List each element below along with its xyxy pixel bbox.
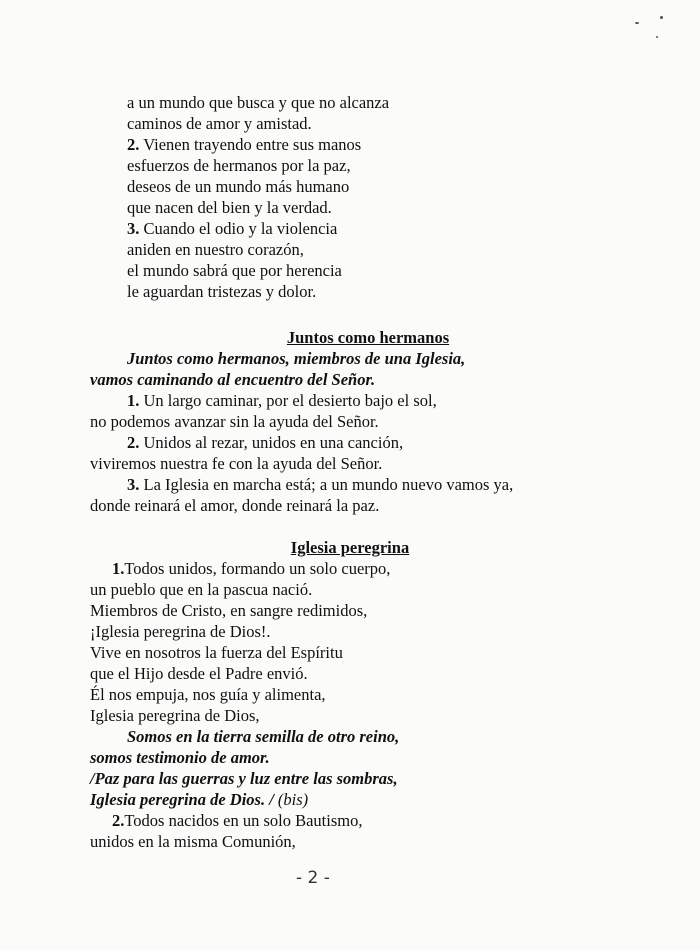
chorus-line: Iglesia peregrina de Dios. / (bis)	[90, 790, 309, 809]
verse-line: 1.Todos unidos, formando un solo cuerpo,	[112, 559, 391, 578]
verse-number: 2.	[112, 811, 125, 830]
verse-line: a un mundo que busca y que no alcanza	[127, 93, 390, 112]
verse-number: 1.	[127, 391, 140, 410]
verse-number: 3.	[127, 219, 140, 238]
verse-line: el mundo sabrá que por herencia	[127, 261, 342, 280]
chorus-line: somos testimonio de amor.	[90, 748, 270, 767]
verse-line: que nacen del bien y la verdad.	[127, 198, 332, 217]
verse-line: deseos de un mundo más humano	[127, 177, 350, 196]
chorus-line: Juntos como hermanos, miembros de una Iglesia,	[127, 349, 466, 368]
verse-line: viviremos nuestra fe con la ayuda del Señor.	[90, 454, 383, 473]
verse-line: le aguardan tristezas y dolor.	[127, 282, 317, 301]
verse-number: 3.	[127, 475, 140, 494]
verse-line: ¡Iglesia peregrina de Dios!.	[90, 622, 271, 641]
verse-line: 2. Vienen trayendo entre sus manos	[127, 135, 362, 154]
verse-line: 1. Un largo caminar, por el desierto bajo el sol,	[127, 391, 437, 410]
scan-speck	[660, 16, 663, 19]
verse-line: esfuerzos de hermanos por la paz,	[127, 156, 351, 175]
verse-line: Él nos empuja, nos guía y alimenta,	[90, 685, 326, 704]
verse-line: caminos de amor y amistad.	[127, 114, 312, 133]
verse-line: 3. La Iglesia en marcha está; a un mundo nuevo vamos ya,	[127, 475, 514, 494]
verse-line: Miembros de Cristo, en sangre redimidos,	[90, 601, 368, 620]
page-number: - 2 -	[296, 868, 330, 888]
verse-line: unidos en la misma Comunión,	[90, 832, 296, 851]
verse-line: no podemos avanzar sin la ayuda del Señor.	[90, 412, 379, 431]
verse-line: 3. Cuando el odio y la violencia	[127, 219, 338, 238]
verse-number: 1.	[112, 559, 125, 578]
song-title: Juntos como hermanos	[286, 328, 450, 347]
chorus-line: vamos caminando al encuentro del Señor.	[90, 370, 376, 389]
verse-line: un pueblo que en la pascua nació.	[90, 580, 313, 599]
verse-line: aniden en nuestro corazón,	[127, 240, 304, 259]
scan-speck	[635, 22, 639, 24]
verse-line: donde reinará el amor, donde reinará la paz.	[90, 496, 380, 515]
chorus-line: Somos en la tierra semilla de otro reino,	[127, 727, 400, 746]
scan-speck	[656, 36, 658, 38]
chorus-line: /Paz para las guerras y luz entre las sombras,	[90, 769, 398, 788]
repeat-mark: (bis)	[277, 790, 309, 809]
verse-line: que el Hijo desde el Padre envió.	[90, 664, 308, 683]
verse-number: 2.	[127, 135, 140, 154]
verse-line: Iglesia peregrina de Dios,	[90, 706, 260, 725]
verse-number: 2.	[127, 433, 140, 452]
verse-line: 2.Todos nacidos en un solo Bautismo,	[112, 811, 363, 830]
verse-line: Vive en nosotros la fuerza del Espíritu	[90, 643, 343, 662]
song-title: Iglesia peregrina	[290, 538, 410, 557]
verse-line: 2. Unidos al rezar, unidos en una canción,	[127, 433, 404, 452]
